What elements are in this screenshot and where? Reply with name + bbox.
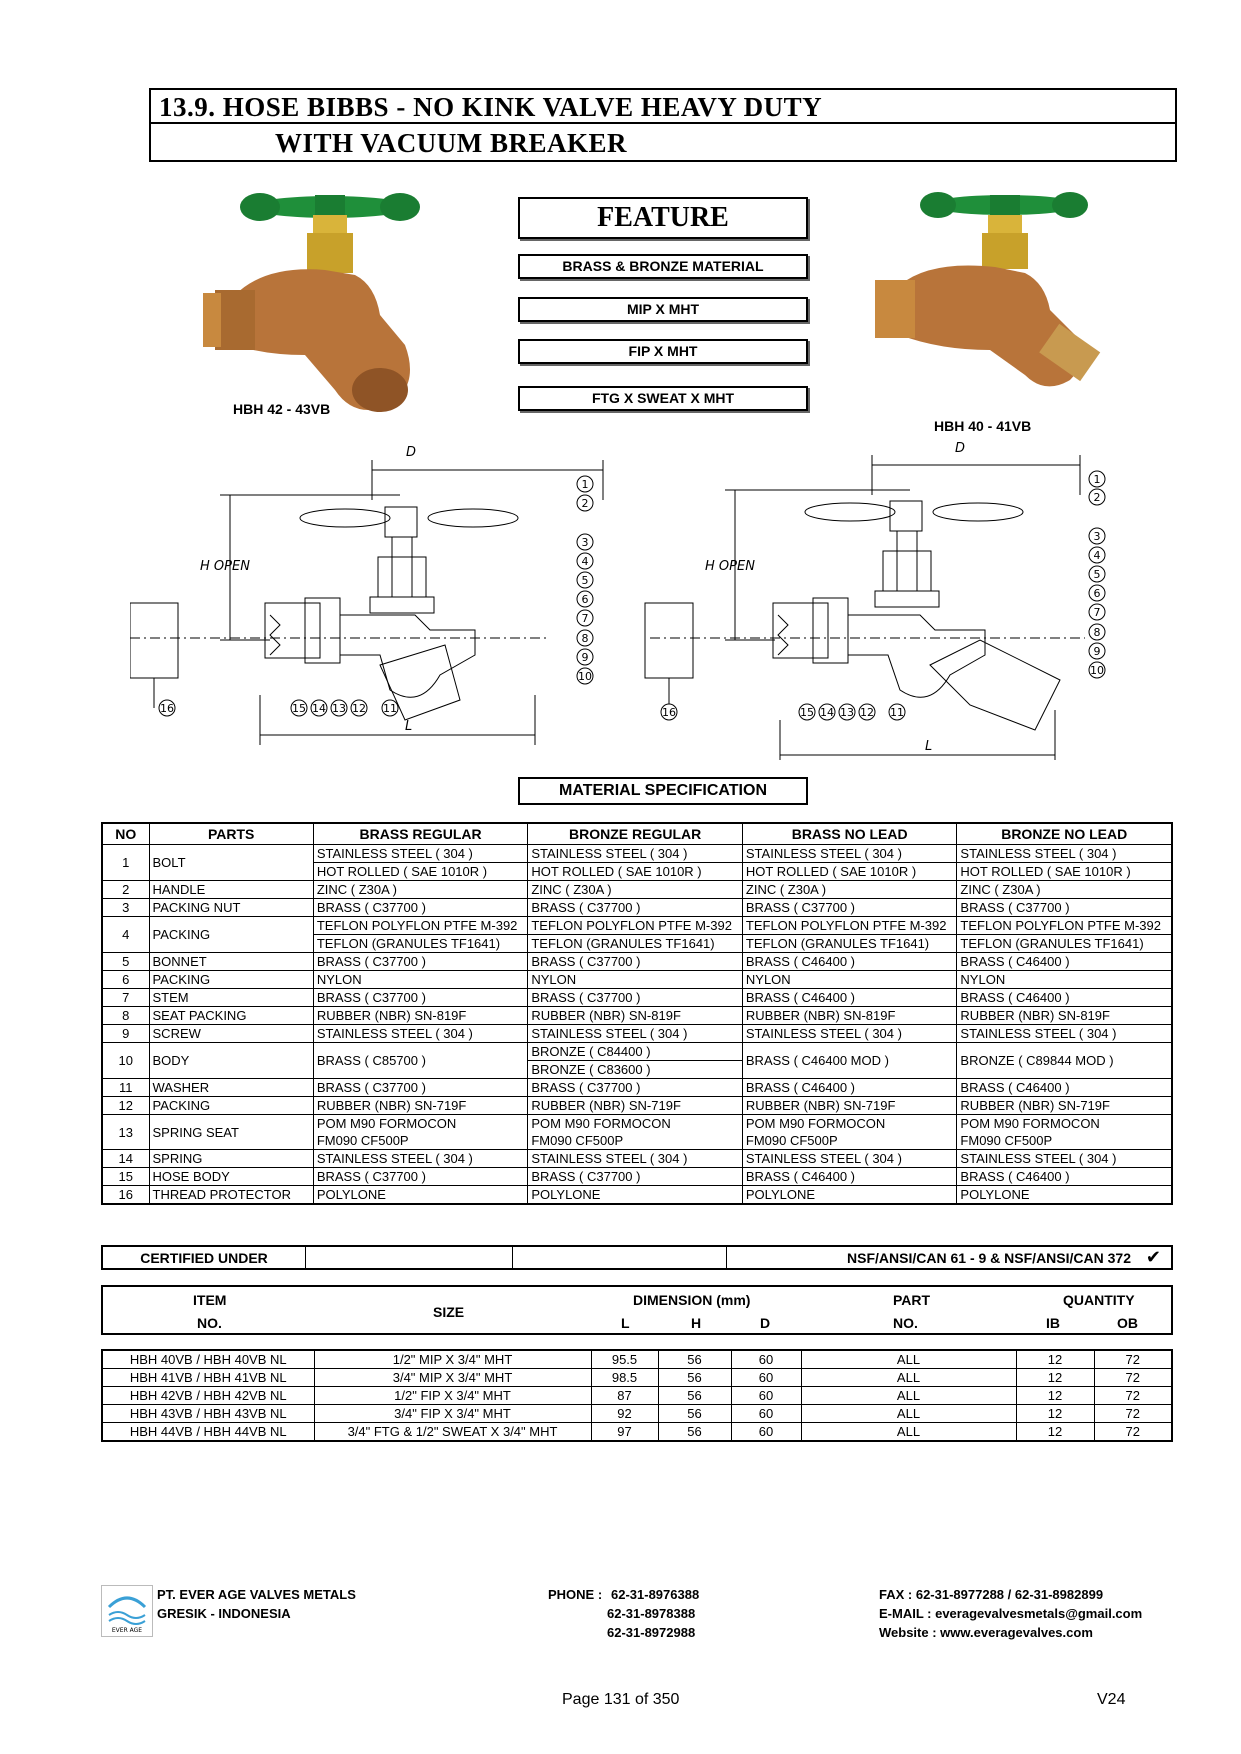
part-name: BONNET [149, 953, 313, 971]
column-header: BRONZE NO LEAD [957, 823, 1172, 845]
material-cell: HOT ROLLED ( SAE 1010R ) [313, 863, 528, 881]
dim-d-label: D [760, 1315, 771, 1331]
material-cell: BRASS ( C46400 ) [957, 953, 1172, 971]
dimension-cell-item: HBH 44VB / HBH 44VB NL [102, 1423, 314, 1442]
dimension-cell-h: 56 [658, 1423, 731, 1442]
column-header: PARTS [149, 823, 313, 845]
part-number: 7 [102, 989, 149, 1007]
logo-text: EVER AGE [111, 1627, 143, 1634]
dimension-cell-l: 95.5 [591, 1350, 658, 1369]
material-cell: BRASS ( C37700 ) [742, 899, 957, 917]
material-cell: TEFLON (GRANULES TF1641) [313, 935, 528, 953]
table-row [102, 1350, 1172, 1369]
table-row [102, 1186, 1172, 1205]
callout-number: 10 [578, 670, 592, 683]
callout-number: 15 [800, 706, 814, 719]
callout-number: 5 [1093, 568, 1101, 581]
callout-number: 11 [383, 702, 397, 715]
website-link[interactable]: Website : www.everagevalves.com [879, 1625, 1093, 1640]
material-cell: BRASS ( C46400 ) [742, 953, 957, 971]
callout-number: 4 [581, 555, 589, 568]
callout-number: 9 [1093, 645, 1101, 658]
product-label-left: HBH 42 - 43VB [233, 401, 331, 417]
table-row [102, 1150, 1172, 1168]
material-cell: BRASS ( C37700 ) [313, 1079, 528, 1097]
material-cell: STAINLESS STEEL ( 304 ) [313, 1150, 528, 1168]
material-cell: STAINLESS STEEL ( 304 ) [742, 1150, 957, 1168]
material-cell: BRONZE ( C83600 ) [528, 1061, 743, 1079]
part-name: PACKING [149, 971, 313, 989]
callout-number: 10 [1090, 664, 1104, 677]
part-name: SPRING [149, 1150, 313, 1168]
callout-number: 13 [840, 706, 854, 719]
dimension-cell-item: HBH 40VB / HBH 40VB NL [102, 1350, 314, 1369]
material-cell: BRASS ( C37700 ) [528, 989, 743, 1007]
callout-number: 6 [1093, 587, 1101, 600]
material-cell: STAINLESS STEEL ( 304 ) [313, 845, 528, 863]
callout-number: 12 [352, 702, 366, 715]
certified-label: CERTIFIED UNDER [102, 1246, 306, 1269]
material-cell: NYLON [957, 971, 1172, 989]
material-cell: TEFLON (GRANULES TF1641) [742, 935, 957, 953]
material-cell: POLYLONE [313, 1186, 528, 1205]
item-no-label: NO. [197, 1315, 222, 1331]
phone-label: PHONE : [548, 1587, 603, 1602]
dim-l-label: L [621, 1315, 630, 1331]
phone-number: 62-31-8978388 [607, 1606, 696, 1621]
material-cell: POLYLONE [742, 1186, 957, 1205]
material-cell: NYLON [742, 971, 957, 989]
dim-h-label: H [691, 1315, 702, 1331]
dimension-cell-item: HBH 43VB / HBH 43VB NL [102, 1405, 314, 1423]
part-name: WASHER [149, 1079, 313, 1097]
table-row [102, 1025, 1172, 1043]
part-number: 4 [102, 917, 149, 953]
dimension-cell-d: 60 [731, 1369, 801, 1387]
material-cell: BRASS ( C37700 ) [528, 953, 743, 971]
material-cell: POM M90 FORMOCON FM090 CF500P [957, 1115, 1172, 1150]
callout-number: 16 [160, 702, 174, 715]
material-cell: TEFLON (GRANULES TF1641) [957, 935, 1172, 953]
dimension-cell-part: ALL [801, 1405, 1016, 1423]
dimension-cell-item: HBH 41VB / HBH 41VB NL [102, 1369, 314, 1387]
dimension-cell-ob: 72 [1094, 1423, 1172, 1442]
material-cell: POLYLONE [957, 1186, 1172, 1205]
material-cell: BRONZE ( C89844 MOD ) [957, 1043, 1172, 1079]
callout-number: 3 [581, 536, 589, 549]
material-cell: RUBBER (NBR) SN-719F [528, 1097, 743, 1115]
feature-item: FTG X SWEAT X MHT [518, 386, 808, 411]
material-cell: BRASS ( C37700 ) [313, 953, 528, 971]
quantity-label: QUANTITY [1063, 1292, 1135, 1308]
part-no-label: NO. [893, 1315, 918, 1331]
material-cell: BRASS ( C46400 ) [742, 989, 957, 1007]
part-name: SCREW [149, 1025, 313, 1043]
material-cell: STAINLESS STEEL ( 304 ) [957, 1025, 1172, 1043]
callout-number: 7 [1093, 606, 1101, 619]
material-cell: HOT ROLLED ( SAE 1010R ) [742, 863, 957, 881]
material-cell: POLYLONE [528, 1186, 743, 1205]
material-cell: TEFLON POLYFLON PTFE M-392 [528, 917, 743, 935]
table-row [102, 1423, 1172, 1442]
dimension-cell-ob: 72 [1094, 1350, 1172, 1369]
table-row [102, 1405, 1172, 1423]
title-box [149, 88, 1177, 162]
version-label: V24 [1097, 1691, 1126, 1708]
material-cell: BRASS ( C46400 ) [742, 1168, 957, 1186]
dimension-table [101, 1349, 1173, 1442]
item-label: ITEM [193, 1292, 227, 1308]
part-number: 16 [102, 1186, 149, 1205]
table-row [102, 1007, 1172, 1025]
dimension-cell-ob: 72 [1094, 1405, 1172, 1423]
table-row [102, 899, 1172, 917]
material-cell: TEFLON POLYFLON PTFE M-392 [313, 917, 528, 935]
part-number: 11 [102, 1079, 149, 1097]
column-header: NO [102, 823, 149, 845]
table-row [102, 953, 1172, 971]
callout-number: 4 [1093, 549, 1101, 562]
dim-l-right: L [925, 739, 933, 754]
material-cell: BRASS ( C37700 ) [528, 1168, 743, 1186]
company-city: GRESIK - INDONESIA [157, 1606, 291, 1621]
certified-value: NSF/ANSI/CAN 61 - 9 & NSF/ANSI/CAN 372 [847, 1249, 1131, 1266]
part-name: HANDLE [149, 881, 313, 899]
product-photo-hbh42-43vb [175, 185, 485, 435]
dimension-cell-ib: 12 [1016, 1350, 1094, 1369]
ib-label: IB [1046, 1315, 1060, 1331]
part-number: 3 [102, 899, 149, 917]
material-cell: STAINLESS STEEL ( 304 ) [957, 845, 1172, 863]
dimension-cell-h: 56 [658, 1369, 731, 1387]
dim-l-left: L [405, 719, 413, 734]
material-cell: ZINC ( Z30A ) [528, 881, 743, 899]
part-number: 13 [102, 1115, 149, 1150]
dimension-cell-l: 98.5 [591, 1369, 658, 1387]
table-row [102, 1115, 1172, 1150]
material-cell: STAINLESS STEEL ( 304 ) [528, 1150, 743, 1168]
callout-number: 2 [1093, 491, 1101, 504]
dimension-cell-part: ALL [801, 1423, 1016, 1442]
check-icon: ✔ [1145, 1247, 1161, 1267]
part-number: 8 [102, 1007, 149, 1025]
callout-number: 11 [890, 706, 904, 719]
part-number: 12 [102, 1097, 149, 1115]
material-spec-table [101, 822, 1173, 1205]
table-row [102, 1097, 1172, 1115]
feature-item: BRASS & BRONZE MATERIAL [518, 254, 808, 279]
dimension-cell-size: 1/2" FIP X 3/4" MHT [314, 1387, 591, 1405]
dimension-cell-d: 60 [731, 1350, 801, 1369]
column-header: BRONZE REGULAR [528, 823, 743, 845]
part-number: 5 [102, 953, 149, 971]
table-row [102, 1079, 1172, 1097]
dimension-cell-d: 60 [731, 1423, 801, 1442]
material-cell: BRONZE ( C84400 ) [528, 1043, 743, 1061]
table-row [102, 971, 1172, 989]
size-label: SIZE [433, 1304, 465, 1320]
material-cell: HOT ROLLED ( SAE 1010R ) [528, 863, 743, 881]
material-cell: RUBBER (NBR) SN-819F [528, 1007, 743, 1025]
material-cell: HOT ROLLED ( SAE 1010R ) [957, 863, 1172, 881]
material-cell: BRASS ( C37700 ) [957, 899, 1172, 917]
part-number: 15 [102, 1168, 149, 1186]
material-cell: BRASS ( C46400 ) [957, 989, 1172, 1007]
part-name: THREAD PROTECTOR [149, 1186, 313, 1205]
dimension-cell-ib: 12 [1016, 1369, 1094, 1387]
dimension-cell-part: ALL [801, 1350, 1016, 1369]
part-number: 10 [102, 1043, 149, 1079]
dimension-cell-part: ALL [801, 1387, 1016, 1405]
callout-number: 14 [312, 702, 326, 715]
dimension-cell-item: HBH 42VB / HBH 42VB NL [102, 1387, 314, 1405]
part-name: HOSE BODY [149, 1168, 313, 1186]
dimension-cell-part: ALL [801, 1369, 1016, 1387]
column-header: BRASS NO LEAD [742, 823, 957, 845]
callout-number: 1 [1093, 473, 1101, 486]
certification-row [101, 1245, 1173, 1270]
part-name: SPRING SEAT [149, 1115, 313, 1150]
table-row [102, 917, 1172, 935]
callout-number: 12 [860, 706, 874, 719]
table-row [102, 989, 1172, 1007]
callout-number: 1 [581, 478, 589, 491]
material-cell: ZINC ( Z30A ) [742, 881, 957, 899]
material-cell: NYLON [313, 971, 528, 989]
part-name: SEAT PACKING [149, 1007, 313, 1025]
column-header: BRASS REGULAR [313, 823, 528, 845]
material-spec-heading: MATERIAL SPECIFICATION [518, 777, 808, 805]
phone-number: 62-31-8976388 [611, 1587, 700, 1602]
technical-drawing [130, 440, 1130, 760]
callout-number: 9 [581, 651, 589, 664]
feature-heading: FEATURE [518, 197, 808, 239]
dimension-cell-ib: 12 [1016, 1423, 1094, 1442]
material-cell: ZINC ( Z30A ) [313, 881, 528, 899]
material-cell: BRASS ( C37700 ) [528, 899, 743, 917]
ob-label: OB [1117, 1315, 1138, 1331]
part-number: 1 [102, 845, 149, 881]
dimension-cell-size: 1/2" MIP X 3/4" MHT [314, 1350, 591, 1369]
email-address[interactable]: E-MAIL : everagevalvesmetals@gmail.com [879, 1606, 1143, 1621]
material-cell: RUBBER (NBR) SN-819F [313, 1007, 528, 1025]
dimension-cell-ib: 12 [1016, 1405, 1094, 1423]
callouts-left [159, 476, 593, 716]
company-logo [101, 1585, 153, 1637]
dimension-cell-l: 92 [591, 1405, 658, 1423]
material-cell: RUBBER (NBR) SN-719F [957, 1097, 1172, 1115]
dimension-header [101, 1285, 1173, 1335]
dim-h-right: H OPEN [705, 559, 755, 574]
feature-item: MIP X MHT [518, 297, 808, 322]
material-cell: RUBBER (NBR) SN-719F [313, 1097, 528, 1115]
part-name: BOLT [149, 845, 313, 881]
callout-number: 5 [581, 574, 589, 587]
page-subtitle: WITH VACUUM BREAKER [275, 128, 628, 158]
dimension-cell-size: 3/4" MIP X 3/4" MHT [314, 1369, 591, 1387]
material-cell: RUBBER (NBR) SN-819F [742, 1007, 957, 1025]
callout-number: 2 [581, 497, 589, 510]
drawing-left [130, 460, 603, 745]
material-cell: BRASS ( C37700 ) [313, 899, 528, 917]
callouts-right [661, 471, 1105, 720]
material-cell: POM M90 FORMOCON FM090 CF500P [742, 1115, 957, 1150]
material-cell: POM M90 FORMOCON FM090 CF500P [528, 1115, 743, 1150]
dimension-cell-ob: 72 [1094, 1387, 1172, 1405]
feature-item: FIP X MHT [518, 339, 808, 364]
material-cell: BRASS ( C37700 ) [313, 1168, 528, 1186]
material-cell: BRASS ( C37700 ) [313, 989, 528, 1007]
callout-number: 14 [820, 706, 834, 719]
material-cell: BRASS ( C46400 ) [957, 1168, 1172, 1186]
table-row [102, 1168, 1172, 1186]
dimension-label: DIMENSION (mm) [633, 1292, 751, 1308]
table-row [102, 1043, 1172, 1061]
material-cell: NYLON [528, 971, 743, 989]
callout-number: 3 [1093, 530, 1101, 543]
table-row [102, 845, 1172, 863]
dimension-cell-l: 97 [591, 1423, 658, 1442]
dimension-cell-d: 60 [731, 1405, 801, 1423]
dimension-cell-ob: 72 [1094, 1369, 1172, 1387]
material-cell: BRASS ( C85700 ) [313, 1043, 528, 1079]
callout-number: 8 [581, 632, 589, 645]
dimension-cell-size: 3/4" FTG & 1/2" SWEAT X 3/4" MHT [314, 1423, 591, 1442]
part-label: PART [893, 1292, 931, 1308]
dim-d-right: D [955, 441, 966, 456]
table-row [102, 1387, 1172, 1405]
dimension-cell-ib: 12 [1016, 1387, 1094, 1405]
phone-number: 62-31-8972988 [607, 1625, 696, 1640]
material-cell: ZINC ( Z30A ) [957, 881, 1172, 899]
dimension-cell-l: 87 [591, 1387, 658, 1405]
product-photo-hbh40-41vb [830, 185, 1110, 425]
material-cell: RUBBER (NBR) SN-719F [742, 1097, 957, 1115]
material-cell: TEFLON POLYFLON PTFE M-392 [957, 917, 1172, 935]
product-label-right: HBH 40 - 41VB [934, 418, 1032, 434]
dimension-cell-size: 3/4" FIP X 3/4" MHT [314, 1405, 591, 1423]
callout-number: 7 [581, 612, 589, 625]
dimension-cell-h: 56 [658, 1405, 731, 1423]
material-cell: RUBBER (NBR) SN-819F [957, 1007, 1172, 1025]
material-cell: BRASS ( C37700 ) [528, 1079, 743, 1097]
dim-h-left: H OPEN [200, 559, 250, 574]
part-name: STEM [149, 989, 313, 1007]
callout-number: 16 [662, 706, 676, 719]
material-cell: TEFLON (GRANULES TF1641) [528, 935, 743, 953]
material-cell: BRASS ( C46400 MOD ) [742, 1043, 957, 1079]
callout-number: 15 [292, 702, 306, 715]
callout-number: 8 [1093, 626, 1101, 639]
material-cell: STAINLESS STEEL ( 304 ) [528, 1025, 743, 1043]
fax-number: FAX : 62-31-8977288 / 62-31-8982899 [879, 1587, 1104, 1602]
material-cell: STAINLESS STEEL ( 304 ) [313, 1025, 528, 1043]
dimension-cell-h: 56 [658, 1350, 731, 1369]
material-cell: BRASS ( C46400 ) [957, 1079, 1172, 1097]
material-cell: BRASS ( C46400 ) [742, 1079, 957, 1097]
part-number: 6 [102, 971, 149, 989]
company-name: PT. EVER AGE VALVES METALS [157, 1587, 356, 1602]
dimension-cell-h: 56 [658, 1387, 731, 1405]
callout-number: 13 [332, 702, 346, 715]
part-number: 2 [102, 881, 149, 899]
part-name: PACKING NUT [149, 899, 313, 917]
material-cell: STAINLESS STEEL ( 304 ) [957, 1150, 1172, 1168]
dimension-cell-d: 60 [731, 1387, 801, 1405]
part-number: 14 [102, 1150, 149, 1168]
part-name: PACKING [149, 917, 313, 953]
material-cell: TEFLON POLYFLON PTFE M-392 [742, 917, 957, 935]
material-cell: STAINLESS STEEL ( 304 ) [742, 1025, 957, 1043]
part-name: BODY [149, 1043, 313, 1079]
material-cell: POM M90 FORMOCON FM090 CF500P [313, 1115, 528, 1150]
material-cell: STAINLESS STEEL ( 304 ) [528, 845, 743, 863]
part-number: 9 [102, 1025, 149, 1043]
part-name: PACKING [149, 1097, 313, 1115]
table-row [102, 881, 1172, 899]
table-header-row [102, 823, 1172, 845]
dim-d-left: D [406, 445, 417, 460]
page-title: 13.9. HOSE BIBBS - NO KINK VALVE HEAVY DUTY [151, 90, 1175, 124]
page-number: Page 131 of 350 [562, 1691, 680, 1708]
material-cell: STAINLESS STEEL ( 304 ) [742, 845, 957, 863]
callout-number: 6 [581, 593, 589, 606]
table-row [102, 1369, 1172, 1387]
